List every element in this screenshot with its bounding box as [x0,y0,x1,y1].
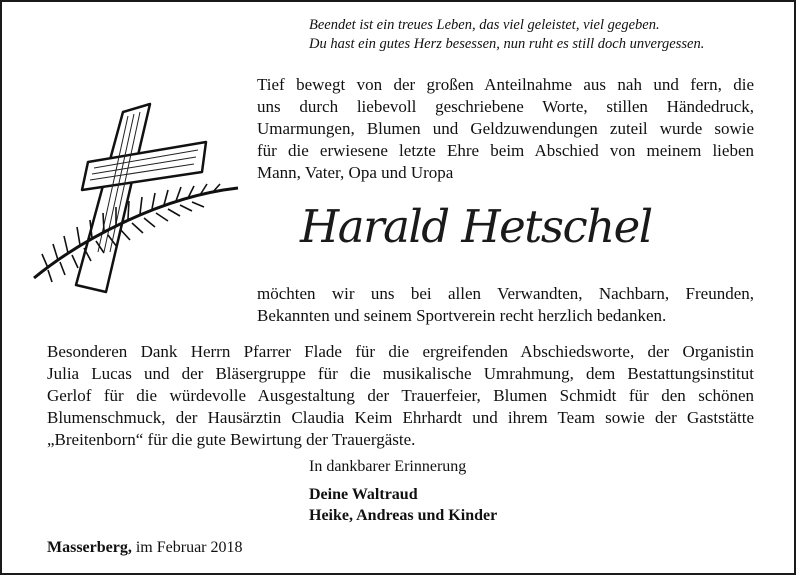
signer-name: Deine Waltraud [309,486,418,503]
remembrance-line: In dankbarer Erinnerung [309,458,467,475]
signer-name: Heike, Andreas und Kinder [309,507,498,524]
intro-line: Tief bewegt von der großen Anteilnahme aus nah und fern, die [257,75,754,94]
special-thanks-line: „Breitenborn“ für die gute Bewirtung der Trauergäste. [47,430,416,449]
date-text: im Februar 2018 [135,539,243,556]
special-thanks-paragraph [47,341,754,451]
thanks-line: Bekannten und seinem Sportverein recht herzlich bedanken. [257,306,667,325]
special-thanks-line: Gerlof für die würdevolle Ausgestaltung der Trauerfeier, Blumen Schmidt für den schönen [47,386,754,405]
motto-line: Beendet ist ein treues Leben, das viel geleistet, viel gegeben. [309,17,660,33]
special-thanks-line: Julia Lucas und der Bläsergruppe für die musikalische Umrahmung, dem Bestattungsinstitut [47,364,754,383]
place-date-line [47,538,243,558]
motto-line: Du hast ein gutes Herz besessen, nun ruht es still doch unvergessen. [309,36,705,52]
deceased-name: Harald Hetschel [300,200,652,253]
signers-block [309,484,497,526]
intro-line: Umarmungen, Blumen und Geldzuwendungen zuteil wurde sowie [257,119,754,138]
intro-line: für die erwiesene letzte Ehre beim Abschied von meinem lieben [257,141,754,160]
palm-frond-icon [34,184,238,282]
intro-paragraph [257,74,754,184]
special-thanks-line: Besonderen Dank Herrn Pfarrer Flade für die ergreifenden Abschiedsworte, der Organistin [47,342,754,361]
intro-line: Mann, Vater, Opa und Uropa [257,163,454,182]
special-thanks-line: Blumenschmuck, der Hausärztin Claudia Keim Ehrhardt und ihrem Team sowie der Gaststätte [47,408,754,427]
cross-icon [28,102,256,298]
thanks-line: möchten wir uns bei allen Verwandten, Nachbarn, Freunden, [257,284,754,303]
motto-verse [309,16,769,54]
thanks-paragraph [257,283,754,327]
intro-line: uns durch liebevoll geschriebene Worte, stillen Händedruck, [257,97,754,116]
place-name: Masserberg, [47,539,132,556]
